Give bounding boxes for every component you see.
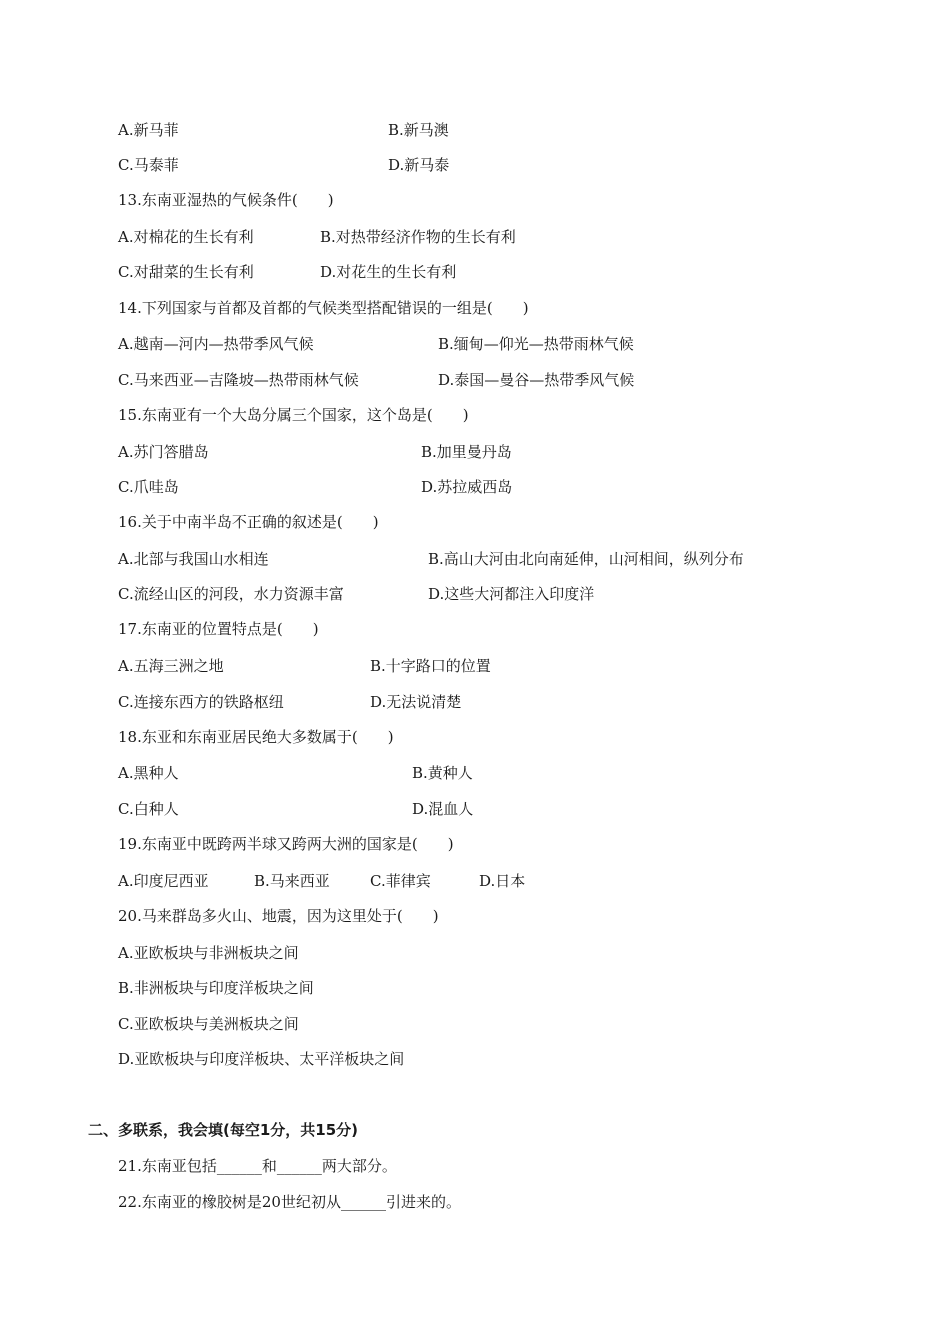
q21-fill-blank: 21.东南亚包括______和______两大部分。 xyxy=(118,1157,397,1175)
q17-option-a: A.五海三洲之地 xyxy=(118,657,224,675)
q19-option-c: C.菲律宾 xyxy=(370,872,431,890)
q13-stem: 13.东南亚湿热的气候条件( ) xyxy=(118,191,334,209)
q16-option-c: C.流经山区的河段，水力资源丰富 xyxy=(118,585,344,603)
q15-option-c: C.爪哇岛 xyxy=(118,478,179,496)
q13-option-c: C.对甜菜的生长有利 xyxy=(118,263,254,281)
q16-option-d: D.这些大河都注入印度洋 xyxy=(428,585,595,603)
q14-stem: 14.下列国家与首都及首都的气候类型搭配错误的一组是( ) xyxy=(118,299,529,317)
q14-option-d: D.泰国—曼谷—热带季风气候 xyxy=(438,371,635,389)
q13-option-a: A.对棉花的生长有利 xyxy=(118,228,254,246)
q19-option-d: D.日本 xyxy=(479,872,526,890)
q14-option-b: B.缅甸—仰光—热带雨林气候 xyxy=(438,335,634,353)
q19-option-b: B.马来西亚 xyxy=(254,872,330,890)
q12-option-d: D.新马泰 xyxy=(388,156,450,174)
q20-option-d: D.亚欧板块与印度洋板块、太平洋板块之间 xyxy=(118,1050,405,1068)
q12-option-a: A.新马菲 xyxy=(118,121,179,139)
q13-option-d: D.对花生的生长有利 xyxy=(320,263,457,281)
q13-option-b: B.对热带经济作物的生长有利 xyxy=(320,228,516,246)
section-heading: 二、多联系，我会填(每空1分，共15分) xyxy=(88,1121,359,1139)
q14-option-a: A.越南—河内—热带季风气候 xyxy=(118,335,314,353)
q14-option-c: C.马来西亚—吉隆坡—热带雨林气候 xyxy=(118,371,359,389)
q15-option-b: B.加里曼丹岛 xyxy=(421,443,512,461)
q12-option-b: B.新马澳 xyxy=(388,121,449,139)
q19-stem: 19.东南亚中既跨两半球又跨两大洲的国家是( ) xyxy=(118,835,454,853)
q20-option-c: C.亚欧板块与美洲板块之间 xyxy=(118,1015,299,1033)
q16-stem: 16.关于中南半岛不正确的叙述是( ) xyxy=(118,513,379,531)
q18-option-b: B.黄种人 xyxy=(412,764,473,782)
q18-option-d: D.混血人 xyxy=(412,800,474,818)
q12-option-c: C.马泰菲 xyxy=(118,156,179,174)
q17-option-c: C.连接东西方的铁路枢纽 xyxy=(118,693,284,711)
q18-stem: 18.东亚和东南亚居民绝大多数属于( ) xyxy=(118,728,394,746)
q17-option-d: D.无法说清楚 xyxy=(370,693,462,711)
q15-option-a: A.苏门答腊岛 xyxy=(118,443,209,461)
q19-option-a: A.印度尼西亚 xyxy=(118,872,209,890)
q18-option-c: C.白种人 xyxy=(118,800,179,818)
q20-option-b: B.非洲板块与印度洋板块之间 xyxy=(118,979,314,997)
q15-stem: 15.东南亚有一个大岛分属三个国家，这个岛是( ) xyxy=(118,406,469,424)
q16-option-a: A.北部与我国山水相连 xyxy=(118,550,269,568)
q17-stem: 17.东南亚的位置特点是( ) xyxy=(118,620,319,638)
q15-option-d: D.苏拉威西岛 xyxy=(421,478,513,496)
q20-option-a: A.亚欧板块与非洲板块之间 xyxy=(118,944,299,962)
q16-option-b: B.高山大河由北向南延伸，山河相间，纵列分布 xyxy=(428,550,744,568)
q17-option-b: B.十字路口的位置 xyxy=(370,657,491,675)
q20-stem: 20.马来群岛多火山、地震，因为这里处于( ) xyxy=(118,907,439,925)
q22-fill-blank: 22.东南亚的橡胶树是20世纪初从______引进来的。 xyxy=(118,1193,461,1211)
q18-option-a: A.黑种人 xyxy=(118,764,179,782)
